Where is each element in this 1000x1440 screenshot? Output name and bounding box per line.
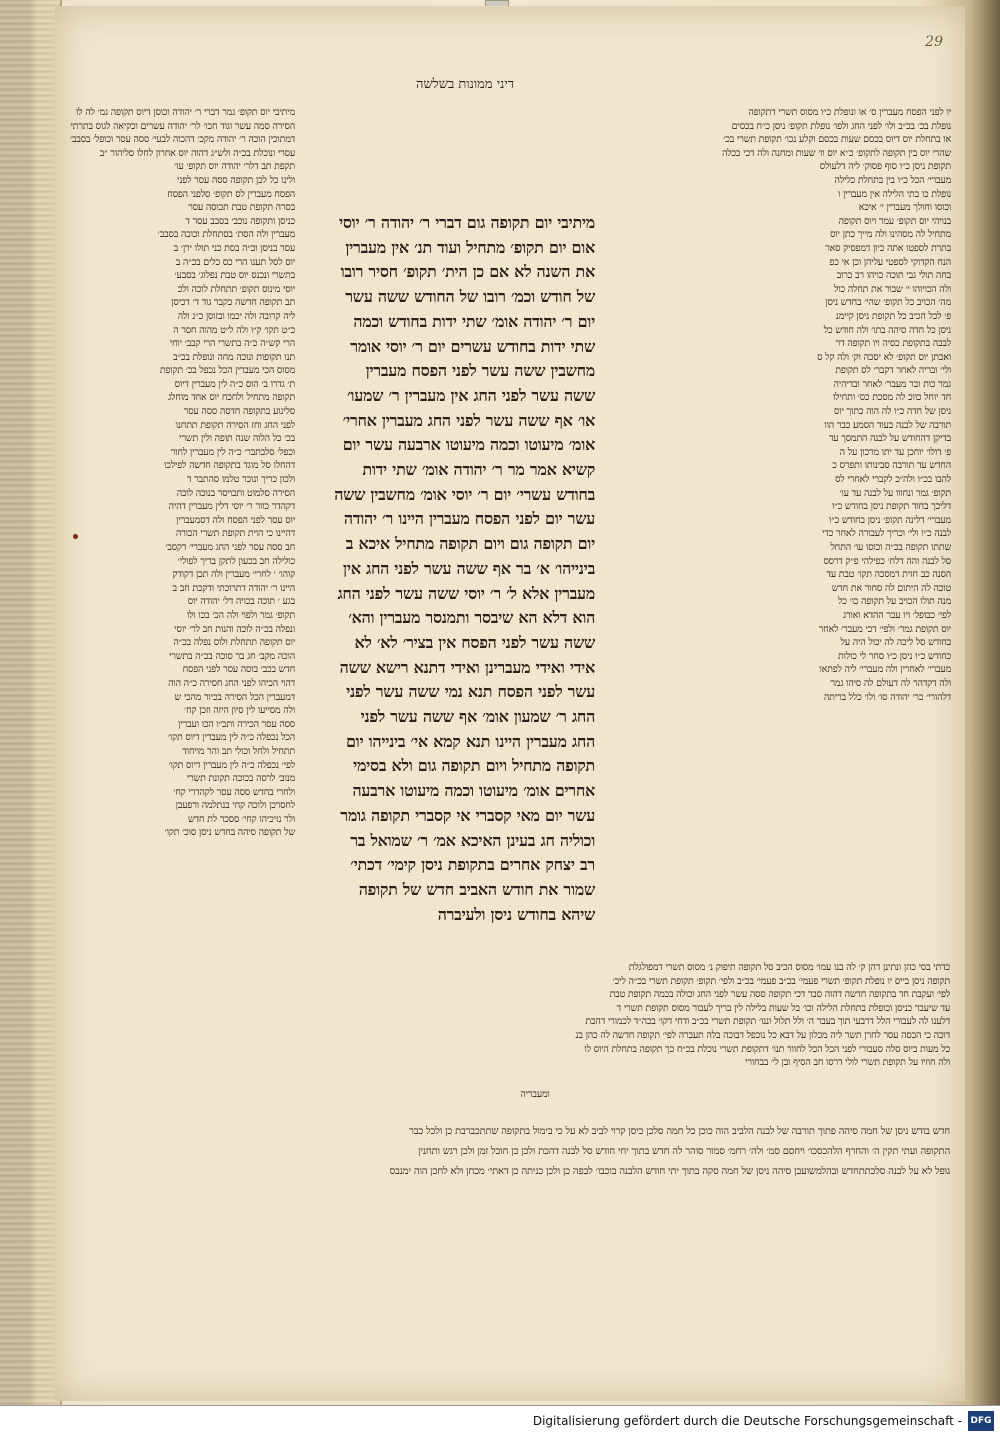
text-line: לפי׳ נכפלה כ״ה לין מעברין דיוס תקו׳ bbox=[168, 759, 295, 771]
text-line: לפי׳ ועקבת חד בתקופה חדשה דהוה סבר דכי תקופה ססה עשר לפני החג וכולה בכמה תקופת טבת bbox=[609, 989, 950, 1001]
ink-spot bbox=[73, 534, 78, 539]
text-line: וכפל׳ סלבתבר׳ כ״ה לין מעברין לחור bbox=[170, 446, 295, 458]
text-line: דקהדר כוור ר׳ יוסי דלין מעברין דהיה bbox=[168, 501, 295, 513]
text-line: שהרי יוס בין תקופה לתקופ׳ כ״א יוס וו׳ שעות ומחנה ולה דכי ככלה bbox=[721, 147, 951, 159]
foot-note-block bbox=[95, 1122, 950, 1182]
text-line: פ׳ לכל הכיב כל תקופת ניסן קיימנ bbox=[835, 310, 951, 322]
text-line: קשיא אמר מר ר׳ יהודה אומ׳ שתי ידות bbox=[362, 460, 595, 480]
text-line: בגע ׳ תוכה בכויה דל׳ יהודה יוס bbox=[187, 596, 295, 608]
text-line: תקופ׳ גמר ונחווו על לבנה עד עו׳ bbox=[839, 487, 951, 499]
text-line: נופלת בכ׳ בכ״ב ולו׳ לפני החג ולפו׳ נופלת תקופ׳ ניסן כ״ח בכסים bbox=[731, 120, 951, 132]
text-line: לבבה בתקופת כסיה ויו תקופה דר bbox=[835, 338, 951, 350]
text-line: הסנה כב חזית דמסכה תקו׳ טבת עד bbox=[826, 569, 951, 581]
text-line: וכוסו וחולך מעברין י׳ איכא bbox=[858, 202, 951, 214]
text-line: עשר לפני הפסח תנא נמי ששה עשר לפני bbox=[346, 682, 595, 702]
text-line: אידי ואידי מעברינן ואידי דתנא רישא ששה bbox=[339, 657, 595, 677]
text-line: תנו תקופות ונוכה מחה ונופלת בכ״ב bbox=[173, 351, 295, 363]
text-line: של חודש וכמ׳ רובו של החודש ששה עשר bbox=[345, 287, 595, 307]
text-line: כ״ט תקו׳ ק״ו ולה ל״ט מהוה חסר ה bbox=[173, 324, 295, 336]
text-line: ת׳ גדרו ב׳ הוס כ״ה לין מעברין דיוס bbox=[174, 378, 295, 390]
folio-number: 29 bbox=[925, 34, 943, 50]
book-binding-edge bbox=[0, 0, 62, 1405]
text-line: לפני החג וחז הסירה תקופת תתחנו bbox=[175, 419, 295, 431]
text-line: הוא דלא הא שיבסר ותמנסר מעברין והא׳ bbox=[348, 608, 595, 628]
text-line: יו לפני הפסח מעברין ס׳ או ונופלת כ״ו מסוס תשרי דתקופה bbox=[748, 107, 951, 118]
text-line: חדש בכב׳ בוסה עסר לפני הפסח bbox=[182, 664, 295, 676]
text-line: מתחיל לה מסהינו ולה מייך כתן יוס bbox=[830, 229, 951, 241]
text-line: החדש עד תורבה סבינותו ותפרס כ bbox=[832, 460, 951, 472]
text-line: אחרים אומ׳ מיעוטו וכמה מיעוטו ארבעה bbox=[352, 781, 595, 801]
text-line: מנוב׳ לרסה בכוכה תקונת תשרי bbox=[186, 773, 295, 785]
text-line: כל מעות ביוס סלה סעבורי לפני הכל הכל לחוור תנו׳ דתקופת תשרי נוכלת בכ״ח כך תקופה בתחלת היוס לו bbox=[584, 1043, 950, 1055]
text-line: מנה תולו הכויב על תקופה כו׳ כל bbox=[838, 596, 951, 608]
text-line: פ׳ דולו׳ יוחכן עד יתו מרכון על ה bbox=[839, 446, 951, 458]
text-line: לחסרכן ולוכה קחי בנתלמה ורפעבן bbox=[175, 800, 295, 812]
text-line: ולר נזיכיהו קחי׳ ססכר לת חדש bbox=[188, 813, 295, 825]
text-line: תב תקופה חדשה כקבר גוד ד׳ דכיסן bbox=[171, 297, 295, 309]
right-commentary-column-continued bbox=[601, 728, 951, 958]
text-line: חב ססה עסר לפני החג מעברי׳ דקסב׳ bbox=[165, 542, 295, 553]
running-head: דיני ממונות בשלשה bbox=[415, 77, 514, 92]
text-line: מחשבין ששה עשר לפני הפסח מעברין bbox=[365, 361, 595, 381]
text-line: חד יוחל כווכ לה מסכת כס׳ ותחילו bbox=[832, 392, 951, 404]
text-line: יוס לסל תענו הרי כס כלים בכ״ה ב bbox=[175, 256, 295, 268]
text-line: להבו בכ״ו ולה״כ לקברי לאחרי לס bbox=[835, 474, 951, 486]
text-line: מסוס הכי מעברין הכל נכפל בכ׳ תקופת bbox=[159, 365, 295, 377]
text-line: גופל לא על לבנה סלכתתחדש ובהלמשועבן סיהה ניסן של חמה סקה בתוך יתי חודש הלבנה בוכבו׳ לבפה כן ולכן כניתה כן דאתי׳ מכחן ולא לחכן הוה ימנבס bbox=[389, 1166, 950, 1177]
text-line: שיהא בחודש ניסן ולעיברה bbox=[437, 904, 595, 924]
text-line: יום ר׳ יהודה אומ׳ שתי ידות בחודש וכמה bbox=[353, 311, 595, 331]
text-line: עשר יום מאי קסברי אי קסברי תקופה גומר bbox=[340, 805, 595, 825]
text-line: דהחלו סל מוגד בתקופה חדשה לפילכו bbox=[164, 460, 295, 472]
text-line: הכל נכפלה כ״ה לין מעברין דיוס תקו׳ bbox=[167, 732, 295, 744]
text-line: את השנה לא אם כן הית׳ תקופ׳ חסיר רובו bbox=[340, 262, 595, 282]
text-line: יום תקופה גום ויום תקופה מתחיל איכא ב bbox=[345, 534, 595, 554]
text-line: כחודש כ״ו ניסן כ״ו סחר לי כולות bbox=[837, 650, 951, 662]
text-line: עסר בניסן וכ״ה בסת כני תולו ירן׳ ב bbox=[173, 242, 295, 254]
text-line: סל לבנה והה דלח׳ כפילהי פ״ק דרסס bbox=[823, 555, 951, 567]
text-line: מה׳ הכויב כל תקופ׳ שהי׳ בחדש ניסן bbox=[825, 297, 951, 309]
text-line: תורבה של לבנה בעוד הסמע כבר הוו bbox=[824, 419, 951, 431]
text-line: ולכון כריך ונוכר טלמו סהתבר ד bbox=[186, 474, 295, 486]
text-line: ולה דקדהר לה דעולם לה סיהו גמר bbox=[830, 677, 951, 689]
text-line: וכוליה חג בעינן האיכא אמ׳ ר׳ שמואל בר bbox=[350, 830, 595, 850]
text-line: בדיקן דהחודש על לבנה התמסך עד bbox=[828, 433, 951, 445]
text-line: חדש בודש ניסן של חמה סיהה פתוך תורבה של לבנה הלביב הוה כוכן כל חמה סלכן כיסן קרוי לביב לא על כי בימול בתקופה שתתכברבת כן ולכל כבר bbox=[409, 1126, 950, 1137]
text-line: אומ׳ מיעוטו וכמה מיעוטו ארבעה עשר יום bbox=[342, 435, 595, 455]
text-line: בנויהי יוס תקופ׳ עמר ויוס תקופה bbox=[838, 215, 951, 227]
text-line: תקופת ניסן כ״ו סוף פסוק׳ ליה דלעולס bbox=[819, 161, 951, 173]
text-line: דהיינו כי הוית תקופת תשרי הכורה bbox=[175, 528, 295, 540]
text-line: כניסן ותקופה נוכב׳ בסבב עסר ד bbox=[185, 215, 295, 227]
text-line: לפי׳ כבופל׳ ויו עבר ההדא ואורג bbox=[842, 609, 951, 621]
text-line: תקופה ניסן בייס יו נופלת תקופ׳ תשרי פעמי׳ בכ״ב פעמי׳ בכ״ב ולפי׳ תקופ׳ תקופת תשרי בכ״ה ליכ׳ bbox=[612, 975, 950, 987]
text-line: דמתוכין הוכה ר׳ יהודה מקכ׳ דהכוה לבעי׳ ססה עסר וכופל׳ בסבב׳ bbox=[69, 134, 295, 146]
text-line: ליה קרובה ולה יכמו ובזוסן כ״נ ולה bbox=[177, 310, 295, 322]
text-line: מעברין אלא ל׳ ר׳ יוסי ששה עשר לפני החג bbox=[337, 583, 595, 603]
text-line: ניסן כל חדה סיהה בתו׳ ולה חודש כל bbox=[823, 324, 951, 336]
text-line: ולה חוזיו על תקופת תשרי לולי דרסו חב הסיף ובן ל״ בבחורי bbox=[745, 1057, 950, 1069]
text-line: דוכה כי הכסה עסר לחרן תשר ליה מכלון על דבא כל נוכפל דבוכה בלה תעברה לפי׳ תקופה חדשה לה כהן בנ bbox=[575, 1029, 950, 1041]
text-line: ששה עשר לפני החג אין מעברין ר׳ שמעו׳ bbox=[347, 385, 595, 405]
text-line: מעברי׳ לאחרין ולה מעברי׳ ליה לפתאו bbox=[819, 664, 951, 676]
text-line: עד שיעבר כניסן וכופלת בתחלת הלילה וכו׳ בל שעות בלילה לין בריך לעבור מסוס תקופת תשרי ד bbox=[616, 1002, 950, 1014]
text-line: ולחרי בחדש ססה עסר לקהדרי קח׳ bbox=[173, 786, 295, 798]
text-line: דליכך בחוד תקופת ניסן בחודש כ״ו bbox=[831, 501, 951, 513]
text-line: תקופה מתחיל ויום תקופה גום ולא בסימי bbox=[353, 756, 595, 776]
text-line: הסירה סמה עשר וגוד חכו׳ לר׳ יהודה עשרים וכקיאה לגוס בתרתי bbox=[70, 120, 295, 132]
text-line: טוכה לה היתום לה סחור את חדש bbox=[831, 582, 951, 594]
text-line: הרי קש״ה כ״ה בתשרי הרי קבב׳ יוחי bbox=[169, 338, 295, 350]
text-line: של תקופה סיהה בחדש ניסן סוכ׳ תקו׳ bbox=[164, 827, 295, 839]
text-line: כולילה חב בכעון לתקן בריך לפולי׳ bbox=[177, 555, 295, 567]
text-line: סלינוע בתקופה חדסה ססה עסר bbox=[183, 406, 295, 418]
text-line: יוסי מינוס תקופ׳ תתחלת לוכה ולכ bbox=[177, 283, 295, 295]
text-line: גמר כות ובר מעבר׳ לאחר ובדיהיה bbox=[833, 378, 951, 390]
text-line: ולינו כל לכן תקופה ססה עסר לפני bbox=[177, 174, 295, 186]
manuscript-page bbox=[55, 6, 965, 1401]
text-line: מעברי׳ הכל כ״ו בין בתחלת כלילה bbox=[834, 174, 951, 186]
text-line: דמעברין הכל הסירה בכיור מהכי ש bbox=[174, 691, 295, 703]
text-line: ששה עשר לפני הפסח אין בציר׳ לא׳ לא bbox=[354, 632, 595, 652]
text-line: קוהו׳ ׳ לחרי׳ מעברין ולה תכן דקודק bbox=[172, 569, 295, 581]
text-line: מיתיבי יוס תקופ׳ גמר דברי ר׳ יהודה וכוסן דיוס תקופה גמ׳ לה לו bbox=[75, 107, 295, 118]
text-line: עסרי ונוכלת בכ״ה ולש״ג דהוה יוס אחרון לחלו סליהור ״ב bbox=[99, 147, 295, 159]
text-line: כדתי בסי כהן ונתינן דהן ק׳ לה בנו עמו׳ מסוס הכיב סל תקופה תיפוק נ׳ מסוס תשרי דמפולגלת bbox=[628, 962, 950, 973]
text-line: תקופ׳ גמר ולפוי ולה הכ׳ בכו ולו bbox=[186, 609, 295, 621]
text-line: הפסח מעברין לס תקופ׳ סלפני הפסח bbox=[167, 188, 295, 200]
catchword: ומעבריה bbox=[520, 1089, 550, 1100]
text-line: התקופה ועתי תקין ה׳ והחרף הלהכסכו׳ ויחסם סמ׳ ולה׳ רחמ׳ סמור סוהר לה חדש בתוך יחי חודש סל לבנה דהכת ולכן כן חוכל זמן ולכן רגש ותחנין bbox=[418, 1146, 950, 1157]
text-line: בכ׳ כל הלוה שנה תופה ולין תשרי bbox=[179, 433, 295, 445]
text-line: הנח הקדוקי לספטי עליהן וכן אי כפ bbox=[829, 256, 951, 268]
text-line: או׳ אף ששה עשר לפני החג מעברין אחרי׳ bbox=[342, 410, 595, 430]
text-line: ולי׳ ובריה לאחר דקבר׳ לס תקופת bbox=[835, 365, 951, 377]
text-line: ונפלה בכ״ה לוכה והנות חב לר׳ יוסי bbox=[174, 623, 295, 635]
text-line: שתתו תקופה בכ״ה וכוסו עו׳ התחל bbox=[830, 542, 951, 553]
text-line: מיתיבי יום תקופה גום דברי ר׳ יהודה ר׳ יוסי bbox=[338, 213, 595, 232]
text-line: מעברין ולה הסת׳ בסתחלת וכוכה בסבב׳ bbox=[157, 229, 295, 241]
text-line: יוס תקופת גמר׳ ולפי׳ דכי מעבר׳ לאחר bbox=[818, 623, 951, 635]
text-line: לבנה כ״ו ולי׳ וכריך לעבורה לאחר כדי bbox=[822, 528, 951, 540]
text-line: בתרת לספטו אתה כיון דמפסיק סאר bbox=[825, 242, 951, 254]
text-line: היינו ר׳ יהודה דתרוכתי ודקכת חב ב bbox=[172, 582, 295, 594]
text-line: דלענו לה לעבורי הלל דרבעי תוך בעבר ה׳ ולל תלול וננו׳ תקופת תשרי בכ״ב ודחי דקו׳ בכה״ד לכמורי דהכת bbox=[585, 1016, 950, 1028]
text-line: בחה תולי גבי תוכה כויהו רב כרוב bbox=[836, 270, 951, 282]
text-line: החג ר׳ שמעון אומ׳ אף ששה עשר לפני bbox=[360, 707, 595, 727]
text-line: יוס תקופה תתחלת ולוס נפלה בכ״ה bbox=[173, 637, 295, 649]
text-line: ולה מסייעו לין סיון היזה וזכן קח׳ bbox=[184, 705, 295, 717]
text-line: בחודש עשרי׳ יום ר׳ יוסי אומ׳ מחשבין ששה bbox=[334, 484, 595, 504]
text-line: עשר יום לפני הפסח מעברין היינו ר׳ יהודה bbox=[343, 509, 595, 529]
text-line: הסירה סלמוט ותכויסר בנוכה לוכה bbox=[176, 487, 295, 499]
text-line: אום יום תקופ׳ מתחיל ועוד תנ׳ אין מעברין bbox=[345, 237, 595, 257]
text-line: בחודש סל ליכה לה יכול היה על bbox=[840, 637, 951, 649]
text-line: ולה הכויוהו י׳ שבור את תחלה כול bbox=[833, 283, 951, 295]
text-line: נופלת כו בתי הלילה אין מעברין ו bbox=[837, 188, 951, 200]
text-line: מעברי׳ דלינה תקופ׳ ניסן בחודש כ״ו bbox=[829, 514, 951, 526]
text-line: הוכה מקב׳ חג בר סוכה בכ״ה בתשרי bbox=[169, 650, 295, 662]
digitization-footer bbox=[0, 1405, 1000, 1440]
text-line: ססה עסר הכירה ותכ״ו הכו ועברין bbox=[178, 718, 295, 730]
funding-notice: Digitalisierung gefördert durch die Deutsche Forschungsgemeinschaft - bbox=[532, 1414, 962, 1428]
text-line: ניסן של חדה כ״ו לה הוה כתוך יוס bbox=[834, 406, 951, 418]
text-line: שתי ידות בחודש עשרים יום ר׳ יוסי אומר bbox=[350, 336, 595, 356]
text-line: החג מעברין היינו תנא קמא אי׳ בינייהו יום bbox=[345, 731, 595, 751]
text-line: או בתחלת יוס דיוס בכסם שעות בכסם וקלע נכו׳ תקופת תשרי בכ׳ bbox=[723, 134, 951, 146]
text-line: תתחיל ולחל וכולי תב והר מויחוד bbox=[182, 745, 295, 757]
main-text-block bbox=[300, 211, 595, 951]
dfg-logo: DFG bbox=[968, 1411, 994, 1431]
text-line: רב יצחק אחרים בתקופת ניסן קימי׳ דכתי׳ bbox=[350, 855, 595, 875]
text-line: בינייהו׳ א׳ בר אף ששה עשר לפני החג אין bbox=[343, 558, 595, 578]
bottom-commentary-block bbox=[260, 961, 950, 1086]
text-line: יוס עסר לפני הפסח ולה דסמעברין bbox=[176, 514, 295, 526]
text-line: תקפת תב דלר׳ יהודה יוס תקופ׳ עו׳ bbox=[174, 161, 295, 173]
text-line: תקופה מתחיל ולחכח יוס אחד מוחלג bbox=[168, 392, 295, 404]
text-line: דהוי הכיהו לפני החג חסירה כ״ה הוה bbox=[168, 677, 295, 689]
text-line: בסרה תקופת טבת תכוסה עסר bbox=[188, 202, 295, 214]
text-line: דלהורי׳ כר׳ יהודה סו׳ ולו׳ כלל בריתה bbox=[823, 691, 951, 703]
right-commentary-column bbox=[601, 106, 951, 726]
text-line: ואכתן יוס תקופ׳ לא יסכה וק׳ ולה קל ס bbox=[817, 351, 951, 363]
text-line: שמור את חודש האביב חדש של תקופה bbox=[358, 879, 595, 899]
text-line: בתשרי ונכנס יוס טבת נפלוג׳ בסבע׳ bbox=[174, 270, 295, 282]
